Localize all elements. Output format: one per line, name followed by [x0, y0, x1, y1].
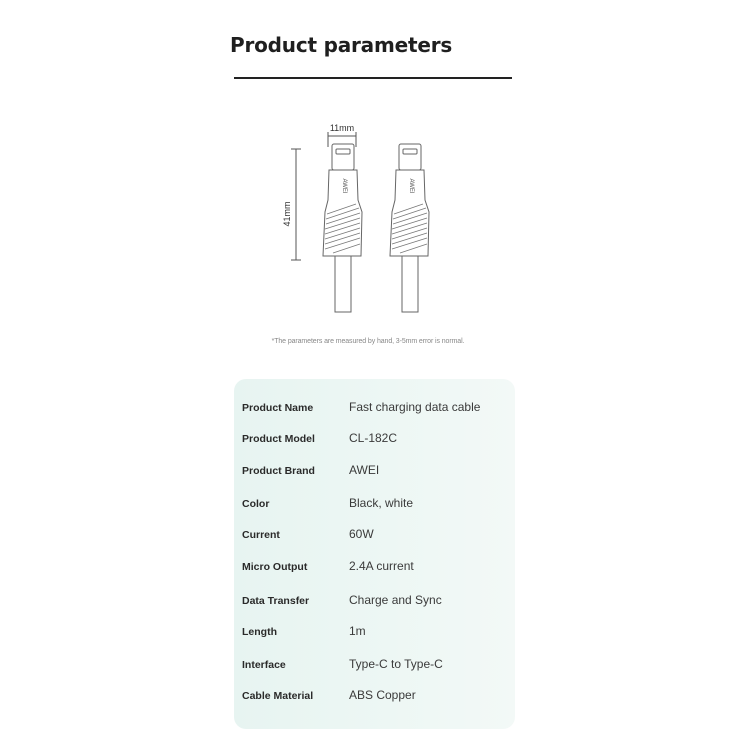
- height-label: 41mm: [282, 201, 292, 227]
- page-title: Product parameters: [230, 33, 453, 57]
- spec-label: Length: [242, 626, 277, 638]
- spec-row: [234, 558, 515, 578]
- spec-value: 2.4A current: [349, 559, 414, 573]
- spec-label: Product Name: [242, 402, 314, 414]
- spec-row: [234, 462, 515, 482]
- spec-value: 1m: [349, 624, 366, 638]
- spec-label: Product Model: [242, 433, 315, 445]
- spec-row: [234, 399, 515, 419]
- spec-label: Data Transfer: [242, 595, 310, 607]
- spec-value: Black, white: [349, 496, 414, 510]
- spec-value: Fast charging data cable: [349, 400, 481, 414]
- spec-label: Cable Material: [242, 690, 314, 702]
- spec-value: 60W: [349, 527, 374, 541]
- cable-dimension-diagram: [0, 0, 750, 330]
- spec-row: [234, 656, 515, 676]
- spec-label: Product Brand: [242, 465, 315, 477]
- spec-row: [234, 430, 515, 450]
- width-label: 11mm: [329, 123, 355, 133]
- spec-row: [234, 623, 515, 643]
- right-brand-mark: AWEI: [408, 178, 414, 194]
- spec-label: Interface: [242, 659, 286, 671]
- spec-value: Type-C to Type-C: [349, 657, 443, 671]
- spec-row: [234, 495, 515, 515]
- spec-label: Color: [242, 498, 270, 510]
- spec-label: Micro Output: [242, 561, 308, 573]
- spec-label: Current: [242, 529, 280, 541]
- spec-value: AWEI: [349, 463, 380, 477]
- spec-row: [234, 592, 515, 612]
- measurement-note: *The parameters are measured by hand, 3-5mm error is normal.: [271, 338, 465, 345]
- spec-row: [234, 526, 515, 546]
- spec-table: [234, 379, 515, 729]
- spec-value: CL-182C: [349, 431, 398, 445]
- spec-value: ABS Copper: [349, 688, 416, 702]
- spec-value: Charge and Sync: [349, 593, 442, 607]
- spec-row: [234, 687, 515, 707]
- left-brand-mark: AWEI: [341, 178, 347, 194]
